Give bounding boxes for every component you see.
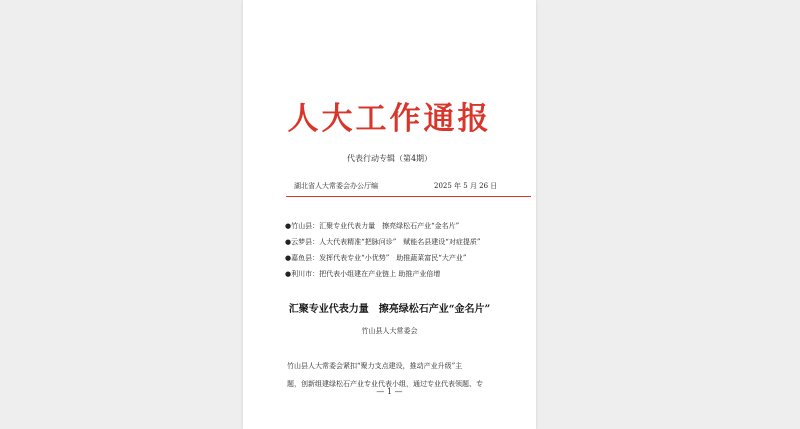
- body-line: 竹山县人大常委会紧扣“聚力支点建设，推动产业升级”主: [287, 362, 463, 370]
- bullet-icon: ●: [285, 270, 292, 278]
- issue-subtitle: 代表行动专辑（第4期）: [346, 154, 433, 163]
- masthead-title: 人大工作通报: [287, 101, 492, 137]
- publisher-org: 湖北省人大常委会办公厅编: [294, 182, 378, 190]
- toc-item: [285, 222, 533, 238]
- toc-item: [285, 254, 533, 270]
- bullet-icon: ●: [285, 238, 292, 246]
- table-of-contents: [285, 222, 533, 286]
- toc-item: [285, 238, 533, 254]
- toc-item: [285, 270, 533, 286]
- toc-item-text: 云梦县：人大代表精准“把脉问诊” 赋能名县建设“对症提质”: [291, 238, 481, 246]
- bullet-icon: ●: [285, 254, 292, 262]
- bullet-icon: ●: [285, 222, 292, 230]
- document-page: [243, 0, 536, 429]
- toc-item-text: 竹山县：汇聚专业代表力量 擦亮绿松石产业“金名片”: [291, 222, 460, 230]
- publish-date: 2025 年 5 月 26 日: [434, 182, 498, 190]
- toc-item-text: 嘉鱼县：发挥代表专业“小优势” 助推蔬菜富民“大产业”: [291, 254, 467, 262]
- article-byline: 竹山县人大常委会: [361, 327, 418, 335]
- page-number: — 1 —: [376, 387, 403, 396]
- red-divider: [286, 196, 531, 197]
- body-line: 题，创新组建绿松石产业专业代表小组，通过专业代表领题、专: [287, 380, 483, 388]
- article-title: 汇聚专业代表力量 擦亮绿松石产业“金名片”: [288, 304, 491, 315]
- toc-item-text: 利川市：把代表小组建在产业链上 助推产业倍增: [291, 270, 441, 278]
